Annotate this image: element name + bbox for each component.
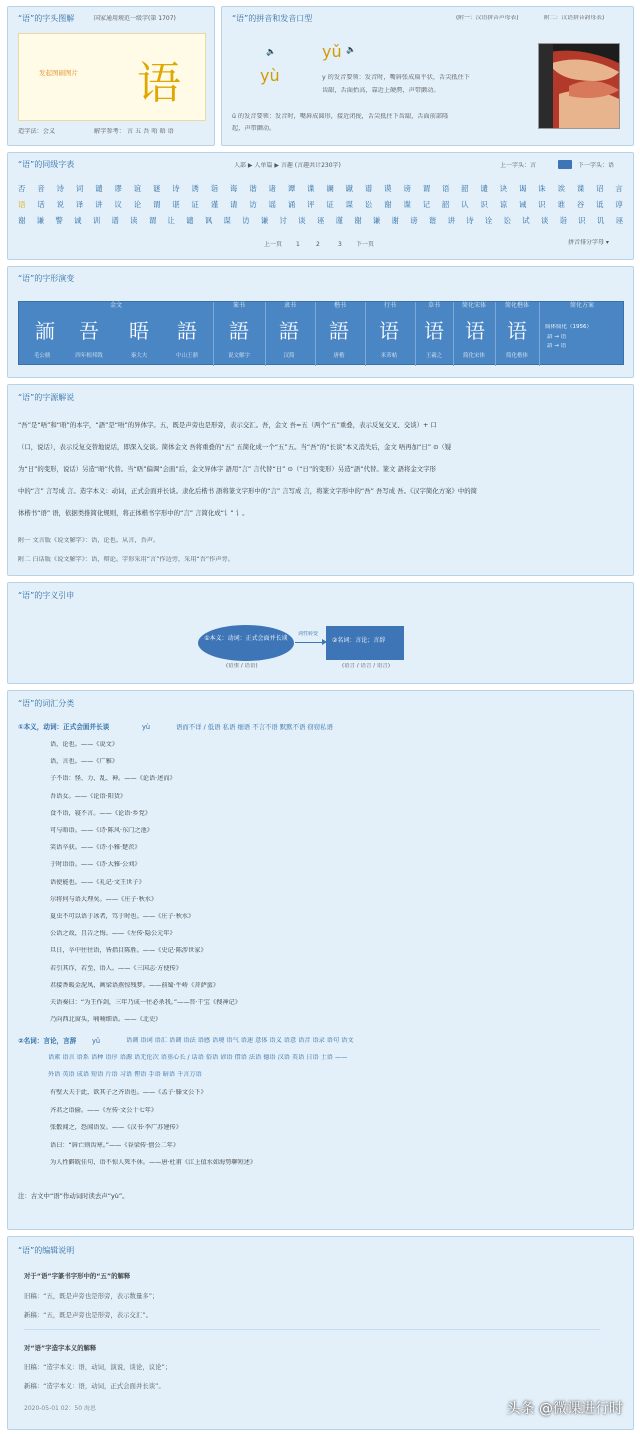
quote-line: 可与晤语。——《诗·陈风·东门之池》 <box>50 827 153 834</box>
book-icon[interactable] <box>558 160 572 169</box>
grid-char[interactable]: 谴 <box>186 216 194 225</box>
grid-char[interactable]: 谍 <box>306 184 315 193</box>
finals-table-link[interactable]: 附二：汉语拼音韵母表) <box>544 15 605 21</box>
new-draft-2: 新稿：“造字本义：语，动词，正式会面并长谈”。 <box>24 1382 165 1390</box>
old-draft-1: 旧稿：“五，既是声旁也是形旁，表示数量多”； <box>24 1292 159 1300</box>
grid-char[interactable]: 谭 <box>287 184 296 193</box>
quote-line: 语曰：“唇亡则齿寒。”——《谷梁传·僖公二年》 <box>50 1141 180 1149</box>
grid-char[interactable]: 训 <box>92 216 101 225</box>
next-char-link[interactable]: 下一字头：语 <box>578 162 615 169</box>
quote-line: 夏虫不可以语于冰者，笃于时也。——《庄子·秋水》 <box>50 913 195 920</box>
glyph-2: 吾 <box>79 319 99 343</box>
grid-char[interactable]: 韶 <box>461 184 469 193</box>
char-illustration[interactable] <box>18 33 206 121</box>
grid-char[interactable]: 谜 <box>152 184 161 193</box>
glyph-5: 語 <box>229 319 249 343</box>
grid-char[interactable]: 访 <box>249 200 257 209</box>
grid-char[interactable]: 讲 <box>95 200 103 209</box>
quote-line: 旦日，卒中往往语，皆指目陈胜。——《史记·陈涉世家》 <box>50 947 207 955</box>
pager-page-2[interactable]: 2 <box>316 241 320 248</box>
grid-char[interactable]: 讨 <box>279 216 287 225</box>
same-level-chars-panel <box>7 152 634 260</box>
grid-char[interactable]: 谢 <box>18 216 26 225</box>
formation-method: 造字法：会义 <box>18 128 56 135</box>
grid-char[interactable]: 谱 <box>111 216 119 225</box>
quote-line: 齐君之语偷。——《左传·文公十七年》 <box>50 1106 158 1114</box>
category-breadcrumb[interactable]: 人部 ▶ 人单篇 ▶ 言趣 (言趣共计230字) <box>234 162 341 169</box>
grid-char[interactable]: 谤 <box>410 216 418 225</box>
panel-title: “语”的字义引申 <box>18 591 75 600</box>
grid-char[interactable]: 谣 <box>268 200 276 209</box>
edit-date: 2020-05-01 02：50 海恩 <box>24 1405 96 1412</box>
quote-line: 为人性僻耽佳句，语不惊人死不休。——唐·杜甫《江上值水如海势聊短述》 <box>50 1159 257 1167</box>
quote-line: 尔将何与语大理矣。——《庄子·秋水》 <box>50 895 158 903</box>
sense-2-head: ②名词：言论，言辞 <box>18 1037 77 1045</box>
grid-char[interactable]: 论 <box>133 200 142 209</box>
pager-prev[interactable]: 上一页 <box>264 241 283 248</box>
etymology-line-3: 为“日”的变形，说话）另造“晤”代替。当“晤”偏调“会面”后，金文异体字 語用“言” 言代替“日” ⊙（“日”的变形）另造“語”代替。篆文 語将金文字形 <box>18 465 436 473</box>
grid-char[interactable]: 诗 <box>56 184 65 193</box>
grid-char[interactable]: 谍 <box>403 200 411 209</box>
source-10: 简化宋体 <box>462 353 485 359</box>
grid-char[interactable]: 谓 <box>152 200 161 209</box>
char-row-2[interactable] <box>18 200 623 210</box>
grid-char[interactable]: 诣 <box>210 184 219 193</box>
grid-char[interactable]: 谈 <box>540 216 549 225</box>
grid-char[interactable]: 讽 <box>204 216 213 225</box>
panel-subtitle: 国家通用规范一级字(第 1707) <box>94 15 176 22</box>
sense-2-words-3[interactable]: 外语 英语 成语 短语 片语 习语 俚语 手语 暗语 千言万语 <box>48 1071 202 1078</box>
grid-char[interactable]: 诚 <box>74 216 82 225</box>
grid-char[interactable]: 谐 <box>249 184 257 193</box>
scheme-line-3: 語 → 语 <box>547 343 567 349</box>
quote-line: 吾语女。——《论语·阳货》 <box>50 792 127 800</box>
grid-char[interactable]: 诛 <box>538 184 546 193</box>
grid-char[interactable]: 识 <box>578 216 586 225</box>
char-row-1[interactable] <box>18 184 623 194</box>
head-scheme: 简化方案 <box>569 302 594 309</box>
glyph-9: 语 <box>424 319 444 343</box>
y-pronunciation-line1: y 的发音要领：发音时，嘴唇张成扁平状，舌尖抵住下 <box>322 74 470 81</box>
grid-char[interactable]: 谱 <box>364 184 373 193</box>
grid-char[interactable]: 请 <box>229 200 238 209</box>
source-11: 简化楷体 <box>505 353 528 359</box>
char-row-3[interactable] <box>18 216 623 226</box>
grid-char[interactable]: 谁 <box>557 200 565 209</box>
quote-line: 语使能也。——《礼记·文王世子》 <box>50 878 145 886</box>
grid-char[interactable]: 说 <box>56 200 65 209</box>
watermark: 头条 @微课进行时 <box>506 1401 623 1418</box>
head-kaishu: 楷书 <box>333 302 346 309</box>
original-meaning-node: ①本义：动词：正式会面并长谈 <box>198 625 294 661</box>
grid-char[interactable]: 诗 <box>172 184 180 193</box>
grid-char[interactable]: 讥 <box>596 216 605 225</box>
grid-char[interactable]: 识 <box>538 200 546 209</box>
quote-line: 君接香暖金泥凤，画梁语燕惊残梦。——前蜀·牛峤《菩萨蛮》 <box>50 981 220 989</box>
grid-char[interactable]: 警 <box>55 216 63 225</box>
quote-line: 张骰闻之，恐闻语发。——《汉书·李广苏建传》 <box>50 1124 182 1132</box>
grid-char[interactable]: 谆 <box>615 200 623 209</box>
grid-char[interactable]: 试 <box>522 216 530 225</box>
grid-char[interactable]: 语 <box>441 184 450 193</box>
pager-next[interactable]: 下一页 <box>356 241 375 248</box>
panel-title: “语”的字形演变 <box>18 274 75 283</box>
panel-title: “语”的字头图解 <box>18 14 75 23</box>
source-3: 秦大夫 <box>130 353 148 359</box>
grid-char[interactable]: 谟 <box>384 184 392 193</box>
grid-char[interactable]: 认 <box>461 200 469 209</box>
grid-char[interactable]: 词 <box>75 184 84 193</box>
quote-line: 子不语：怪、力、乱、神。——《论语·述而》 <box>50 775 176 783</box>
grid-char[interactable]: 诸 <box>268 184 276 193</box>
grid-char[interactable]: 谢 <box>354 216 362 225</box>
grid-char[interactable]: 谰 <box>326 184 334 193</box>
quote-line: 笑语卒获。——《诗·小雅·楚茨》 <box>50 844 141 852</box>
source-6: 汉简 <box>283 353 295 359</box>
meaning-extension-panel <box>7 582 634 684</box>
source-2: 四年相邦戟 <box>75 353 103 359</box>
sense-1-words[interactable]: 语而不详 / 低语 私语 细语 不言不语 默默不语 窃窃私语 <box>176 723 333 731</box>
head-zhuanshu: 篆书 <box>232 302 245 309</box>
glyph-1: 䛔 <box>35 319 55 343</box>
edit-topic-1: 对于“语”字篆书字形中的“五”的解释 <box>24 1272 131 1280</box>
edit-topic-2: 对“语”字造字本义的解释 <box>24 1344 97 1352</box>
grid-char[interactable]: 谦 <box>372 216 381 225</box>
grid-char[interactable]: 读 <box>130 216 138 225</box>
animation-label[interactable]: 发起图刷图片 <box>39 69 78 77</box>
quote-line: 若引其诈，若至，语人。——《三国志·方使传》 <box>50 964 182 972</box>
pager-page-3[interactable]: 3 <box>338 241 342 248</box>
extended-meaning-node: ②名词：言论；言辞 <box>326 626 404 660</box>
grid-char[interactable]: 谋 <box>345 200 354 209</box>
grid-char[interactable]: 诬 <box>316 216 325 225</box>
pinyin-reading-1: yǔ <box>322 42 342 61</box>
grid-char[interactable]: 谦 <box>36 216 45 225</box>
grid-char[interactable]: 谒 <box>518 184 527 193</box>
grid-char[interactable]: 谤 <box>403 184 411 193</box>
arrow-icon <box>295 642 324 643</box>
etymology-panel <box>7 384 634 576</box>
sense-2-pinyin: yǔ <box>92 1037 101 1045</box>
glyph-7: 語 <box>329 319 349 343</box>
source-4: 中山王鼎 <box>175 353 198 359</box>
head-jinwen: 金文 <box>109 302 122 309</box>
grid-char[interactable]: 诲 <box>229 184 238 193</box>
source-5: 说文解字 <box>227 353 250 359</box>
char-head-panel <box>7 6 215 146</box>
pinyin-panel <box>221 6 634 146</box>
pager-page-1[interactable]: 1 <box>296 241 300 248</box>
quote-line: 语，言也。——《广雅》 <box>50 758 119 766</box>
glyph-4: 語 <box>177 319 197 343</box>
head-simp-song: 简化宋体 <box>461 302 486 309</box>
grid-char[interactable]: 证 <box>191 200 199 209</box>
grid-char[interactable]: 韶 <box>441 200 450 209</box>
vocabulary-panel <box>7 690 634 1230</box>
sense-2-words-2[interactable]: 语素 语言 语系 语种 语序 语源 语无伦次 语重心长 / 话语 俗语 谚语 借语 法语 德语 汉语 英语 日语 土语 —— <box>48 1054 348 1061</box>
scheme-line-1: 简体简化（1956） <box>545 324 592 330</box>
grid-char[interactable]: 否 <box>18 184 26 193</box>
etymology-line-4: 中的“言” 言写成 言。造字本义：动词，正式会面并长谈。隶化后楷书 語将篆文字形中的“言” 言写成 言，将篆文字形中的“吾” 吾写成 吾。《汉字简化方案》中的简 <box>18 487 478 495</box>
speaker-icon[interactable]: 🔈 <box>346 45 356 54</box>
quote-line: 公语之故，且告之悔。——《左传·隐公元年》 <box>50 930 176 938</box>
panel-title: “语”的词汇分类 <box>18 699 75 708</box>
sort-select[interactable]: 拼音排分字母 ▾ <box>568 239 609 246</box>
grid-char[interactable]: 诱 <box>191 184 199 193</box>
initials-table-link[interactable]: (附一：汉语拼音声母表) <box>456 15 519 21</box>
y-pronunciation-line2: 齿龈，舌面抬高，靠近上硬腭，声带颤动。 <box>322 87 440 94</box>
grid-char[interactable]: 话 <box>37 200 45 209</box>
grid-char[interactable]: 诗 <box>466 216 474 225</box>
glyph-evolution-panel <box>7 266 634 378</box>
glyph-6: 語 <box>279 319 299 343</box>
sense-2-words-1[interactable]: 语调 语词 语汇 语调 语法 语感 语境 语气 语速 意体 语义 语意 语音 语录 语句 语文 <box>126 1037 354 1044</box>
head-simp-kai: 简化楷体 <box>504 302 529 309</box>
grid-char[interactable]: 谌 <box>172 200 180 209</box>
new-draft-1: 新稿：“五，既是声旁也是形旁，表示交汇”。 <box>24 1311 153 1319</box>
etymology-line-5: 体楷书“语” 语，依据类推简化规则，将正体楷书字形中的“言” 言简化成“讠” 讠。 <box>18 509 249 517</box>
grid-char[interactable]: 音 <box>37 184 45 193</box>
etymology-line-1: “吾”是“唔”和“晤”的本字，“語”是“唔”的异体字。五，既是声旁也是形旁，表示交汇。吾，金文 吾=五（两个“五”重叠，表示反复交叉、交谈）+ 口 <box>18 421 437 429</box>
head-caoshu: 草书 <box>427 302 440 309</box>
grid-char[interactable]: 诋 <box>595 200 604 209</box>
quote-line: 乃向西北窗头，喃喃细语。——《北史》 <box>50 1016 162 1024</box>
head-xingshu: 行书 <box>383 302 396 309</box>
grid-char[interactable]: 诬 <box>615 216 623 225</box>
head-lishu: 隶书 <box>283 302 296 309</box>
editing-notes-panel <box>7 1236 634 1430</box>
glyph-3: 晤 <box>129 319 149 343</box>
sense-1-pinyin: yù <box>142 723 151 731</box>
grid-char[interactable]: 谓 <box>148 216 157 225</box>
grid-char[interactable]: 诀 <box>499 184 508 193</box>
grid-char[interactable]: 谊 <box>133 184 142 193</box>
note-2: 附二 白话版《说文解字》：语，辩论。字形采用“言”作边旁，采用“吾”作声旁。 <box>18 556 234 563</box>
grid-char[interactable]: 谈 <box>298 216 306 225</box>
grid-char[interactable]: 评 <box>306 200 315 209</box>
scheme-line-2: 語 → 语 <box>547 334 567 340</box>
old-draft-2: 旧稿：“造字本义：语，动词，演说，谈论，议论”； <box>24 1363 172 1371</box>
grid-char[interactable]: 议 <box>114 200 122 209</box>
grid-char[interactable]: 谓 <box>422 184 431 193</box>
grid-char[interactable]: 讼 <box>503 216 511 225</box>
grid-char[interactable]: 讼 <box>364 200 373 209</box>
grid-char[interactable]: 谨 <box>210 200 219 209</box>
quote-line: 夫语奏曰：“为王作剑，三年乃成一往必杀我。”——晋·干宝《搜神记》 <box>50 999 241 1006</box>
quote-line: 语，论也。——《说文》 <box>50 741 119 748</box>
grid-char[interactable]: 访 <box>242 216 250 225</box>
sense-1-head: ①本义，动词：正式会面并长谈 <box>18 723 110 731</box>
grid-char[interactable]: 让 <box>167 216 175 225</box>
node-caption-1: (语重 / 语语) <box>226 663 258 669</box>
grid-char[interactable]: 诶 <box>557 184 565 193</box>
grid-char[interactable]: 谢 <box>384 200 392 209</box>
grid-char[interactable]: 识 <box>480 200 488 209</box>
speaker-icon[interactable]: 🔈 <box>266 47 276 56</box>
grid-char[interactable]: 谬 <box>114 184 122 193</box>
grid-char[interactable]: 谳 <box>345 184 354 193</box>
etymology-line-2: （口，说话），表示反复交替地说话，即深入交谈。简体金文 吾将重叠的“五” 五简化成一个“五”五。当“吾”的“长谈”本义消失后，金文 唔再加“日” ⊙（疑 <box>18 443 452 451</box>
reference-chars[interactable]: 解字参考： 言 五 吾 唔 晤 语 <box>94 128 174 135</box>
glyph-8: 语 <box>379 319 399 343</box>
quote-line: 食不语，寝不言。——《论语·乡党》 <box>50 809 151 817</box>
grid-char[interactable]: 谦 <box>260 216 269 225</box>
grid-char[interactable]: 诣 <box>559 216 567 225</box>
pinyin-reading-2: yù <box>260 66 280 85</box>
u-pronunciation-line1: ü 的发音要领：发音时，嘴唇成圆形，接近闭拢，舌尖抵住下齿龈，舌面前部隆 <box>232 113 449 120</box>
quote-line: 于时语语。——《诗·大雅·公刘》 <box>50 861 141 869</box>
grid-char[interactable]: 谢 <box>391 216 399 225</box>
grid-char[interactable]: 诏 <box>595 184 604 193</box>
panel-title: “语”的同级字表 <box>18 160 75 169</box>
grid-char[interactable]: 谷 <box>576 200 585 209</box>
grid-char[interactable]: 谴 <box>95 184 103 193</box>
panel-title: “语”的字源解说 <box>18 393 75 402</box>
big-char: 语 <box>137 58 181 109</box>
mouth-diagram-image <box>538 43 620 129</box>
node-caption-2: (语言 / 语言 / 语言) <box>342 663 390 669</box>
glyph-10: 语 <box>465 319 485 343</box>
grid-char[interactable]: 语 <box>18 200 26 209</box>
source-8: 米芾帖 <box>380 353 398 359</box>
grid-char[interactable]: 谋 <box>223 216 231 225</box>
grid-char[interactable]: 谅 <box>499 200 508 209</box>
vocab-note: 注：古文中“语”作动词时读去声“yù”。 <box>18 1192 129 1200</box>
grid-char[interactable]: 谍 <box>576 184 585 193</box>
grid-char[interactable]: 诵 <box>287 200 296 209</box>
quote-line: 有壁大夫于此，欲其子之齐语也。——《孟子·滕文公下》 <box>50 1089 207 1096</box>
grid-char[interactable]: 言 <box>615 184 623 193</box>
arrow-label: 词性转变 <box>298 631 319 637</box>
grid-char[interactable]: 译 <box>75 200 84 209</box>
grid-char[interactable]: 谨 <box>335 216 343 225</box>
panel-title: “语”的编辑说明 <box>18 1246 75 1255</box>
grid-char[interactable]: 诠 <box>484 216 493 225</box>
source-1: 毛公鼎 <box>33 353 51 359</box>
grid-char[interactable]: 谐 <box>428 216 437 225</box>
note-1: 附一 文言版《说文解字》：语，论也。从言，吾声。 <box>18 537 160 544</box>
panel-title: “语”的拼音和发音口型 <box>232 14 313 23</box>
evolution-table <box>18 301 624 365</box>
grid-char[interactable]: 谴 <box>480 184 488 193</box>
glyph-11: 语 <box>507 319 527 343</box>
source-9: 王羲之 <box>425 353 443 359</box>
u-pronunciation-line2: 起，声带颤动。 <box>232 125 276 132</box>
grid-char[interactable]: 诫 <box>518 200 527 209</box>
prev-char-link[interactable]: 上一字头：言 <box>500 162 537 169</box>
source-7: 唐楷 <box>333 353 345 359</box>
grid-char[interactable]: 记 <box>422 200 431 209</box>
grid-char[interactable]: 证 <box>326 200 334 209</box>
grid-char[interactable]: 讲 <box>447 216 455 225</box>
